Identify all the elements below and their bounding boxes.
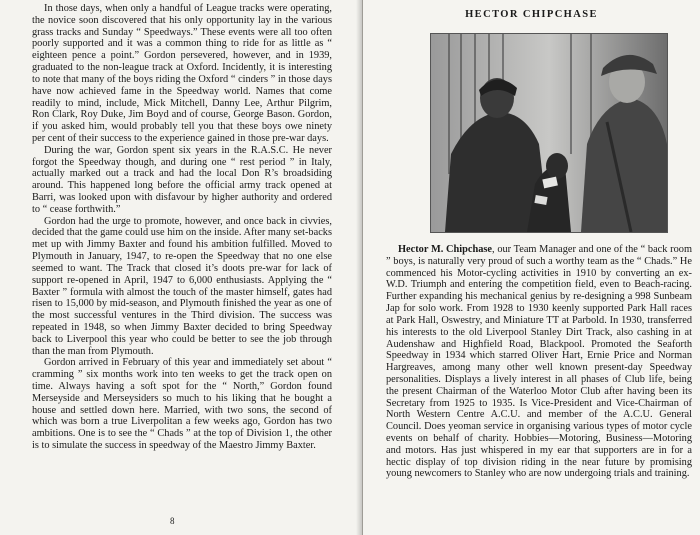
left-page-text <box>32 3 332 452</box>
paragraph <box>386 244 692 480</box>
paragraph: In those days, when only a handful of League tracks were operating, the novice soon discovered that his only opportunity lay in the various grass tracks and Sunday “ Speedways.” These events were all too often poorly supported and it was a common thing to ride for as little as “ eighteen pence a point.” Gordon persevered, however, and in 1939, graduated to the non-league track at Oxford. Incidently, it is interesting to note that many of the boys riding the Oxford “ cinders ” in those days have now achieved fame in the Speedway world. Names that come readily to mind, include, Mick Mitchell, Danny Lee, Arthur Pilgrim, Ron Clark, Roy Duke, Jim Boyd and of course, George Bason. Gordon, if you asked him, would probably tell you that these boys owe ninety per cent of their success to the experience gained in those pre-war days. <box>32 3 332 144</box>
right-page-text <box>386 244 692 480</box>
paragraph: During the war, Gordon spent six years in the R.A.S.C. He never forgot the Speedway though, and during one “ rest period ” in Italy, actually marked out a track and had the local Don R’s broadsiding around. This happened long before the official army track opened at Barri, was looked upon with disfavour by higher authority and ordered to “ cease forthwith.” <box>32 144 332 215</box>
page-heading: HECTOR CHIPCHASE <box>465 9 598 20</box>
paragraph-body: , our Team Manager and one of the “ back room ” boys, is naturally very proud of such a worthy team as the “ Chads.” He commenced his Motor-cycling activities in 1910 by converting an ex-W.D. Triumph and entering the competition field, even to Beach-racing. Further expanding his mechanical genius by re-designing a 998 Sunbeam Jap for solo work. From 1928 to 1930 keenly supported Park Hall races at Park Hall, Oswestry, and Miniature TT at Parbold. In 1930, transferred his interests to the old Liverpool Stanley Dirt Track, also cashing in at Audenshaw and Highfield Road, Blackpool. Promoted the Seaforth Speedway in 1934 which starred Oliver Hart, Ernie Price and Norman Hargreaves, among many other well known present-day Speedway personalities. Displays a lively interest in all phases of Club life, being the present Chairman of the Waterloo Motor Club after having been its Secretary from 1925 to 1935. Is Vice-President and Vice-Chairman of North Western Centre A.C.U. and member of the A.C.U. General Council. Does yeoman service in organising various types of motor cycle events on behalf of charity. Hobbies—Motoring, Business—Motoring and motors. Has just whispered in my ear that supporters are in for a hectic display of top division riding in the near future by promising young newcomers to Stanley who are now undergoing trials and training. <box>386 244 692 480</box>
page-number: 8 <box>170 516 175 526</box>
paragraph: Gordon had the urge to promote, however, and once back in civvies, decided that the game could use him on the inside. After many set-backs met up with Jimmy Baxter and found his ambition fulfilled. Moved to Plymouth in January, 1947, to re-open the Speedway that no one else seemed to want. The Track that closed it’s doots pre-war for lack of support re-opened in April, 1947 to 6,000 enthusiasts. Applying the “ Baxter ” formula with almost the touch of the master himself, gates had risen to 15,000 by mid-season, and Plymouth finished the year as one of the most successful ventures in the Third division. The success was repeated in 1948, so when Jimmy Baxter decided to bring Speedway back to Liverpool this year who could be better to see the job through than the man from Plymouth. <box>32 215 332 357</box>
paragraph: Gordon arrived in February of this year and immediately set about “ cramming ” six months work into ten weeks to get the track open on time. Always having a soft spot for the “ North,” Gordon found Merseyside and Merseysiders so much to his liking that he bought a house and settled down here. Married, with two sons, the second of which was born a true Liverpolitan a few weeks ago, Gordon has two ambitions. One is to see the “ Chads ” at the top of Division 1, the other is to simulate the success in speedway of the Maestro Jimmy Baxter. <box>32 357 332 452</box>
right-page <box>363 0 700 535</box>
caption-name: Hector M. Chipchase <box>398 244 493 255</box>
photograph-men-in-overcoats <box>430 33 668 233</box>
photo-illustration <box>431 34 667 232</box>
